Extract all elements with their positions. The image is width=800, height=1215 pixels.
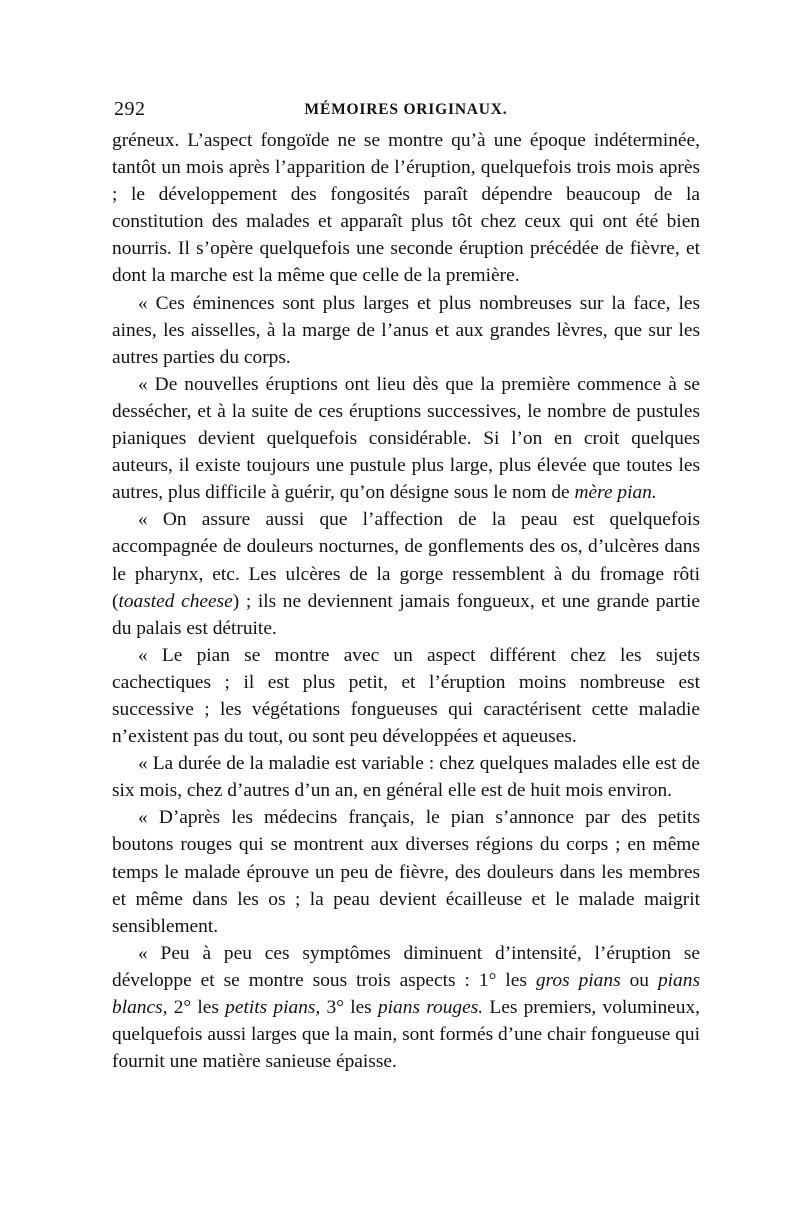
paragraph (112, 940, 700, 1075)
italic-text: gros pians (535, 969, 621, 991)
italic-text: petits pians, (225, 997, 321, 1018)
text-run: « Le pian se montre avec un aspect différent chez les sujets cachectiques ; il est plus petit, et l’éruption moins nombreuse est successive ; les végétations fongueuses qui caractérisent cette maladie n’existent pas du tout, ou sont peu développées et aqueuses. (112, 644, 700, 748)
italic-text: pians blancs, (112, 969, 700, 1018)
paragraph (112, 127, 700, 290)
text-run: ) ; ils ne deviennent jamais fongueux, et une grande partie du palais est détruite. (112, 590, 700, 639)
page-header (112, 92, 700, 126)
text-run: « Ces éminences sont plus larges et plus nombreuses sur la face, les aines, les aisselles, à la marge de l’anus et aux grandes lèvres, que sur les autres parties du corps. (112, 292, 700, 368)
italic-text: pians rouges. (377, 997, 484, 1018)
paragraph (112, 290, 700, 371)
text-run: « D’après les médecins français, le pian s’annonce par des petits boutons rouges qui se montrent aux diverses régions du corps ; en même temps le malade éprouve un peu de fièvre, des douleurs dans les membres et même dans les os ; la peau devient écailleuse et le malade maigrit sensiblement. (112, 807, 700, 937)
text-run: « De nouvelles éruptions ont lieu dès que la première commence à se dessécher, et à la suite de ces éruptions successives, le nombre de pustules pianiques devient quelquefois considérable. Si l’on en croit quelques auteurs, il existe toujours une pustule plus large, plus élevée que toutes les autres, plus difficile à guérir, qu’on désigne sous le nom de (112, 373, 700, 504)
running-title: MÉMOIRES ORIGINAUX. (304, 101, 508, 118)
paragraph (112, 642, 700, 750)
book-page (112, 92, 700, 1075)
body-text (112, 127, 700, 1075)
text-run: gréneux. L’aspect fongoïde ne se montre qu’à une époque indéterminée, tantôt un mois après l’apparition de l’éruption, quelquefois trois mois après ; le développement des fongosités paraît dépendre beaucoup de la constitution des malades et apparaît plus tôt chez ceux qui ont été bien nourris. Il s’opère quelquefois une seconde éruption précédée de fièvre, et dont la marche est la même que celle de la première. (112, 130, 700, 287)
text-run: 2° les (167, 997, 226, 1018)
text-run: 3° les (320, 997, 378, 1018)
text-run: « La durée de la maladie est variable : chez quelques malades elle est de six mois, chez d’autres d’un an, en général elle est de huit mois environ. (112, 753, 700, 802)
text-run: Les premiers, volumineux, quelquefois aussi larges que la main, sont formés d’une chair fongueuse qui fournit une matière sanieuse épaisse. (112, 997, 700, 1073)
text-run: « Peu à peu ces symptômes diminuent d’intensité, l’éruption se développe et se montre sous trois aspects : 1° les (112, 942, 700, 991)
italic-text: mère pian. (574, 482, 657, 504)
paragraph (112, 371, 700, 506)
text-run: ou (620, 969, 658, 991)
paragraph (112, 506, 700, 641)
page-number: 292 (114, 98, 146, 120)
text-run: « On assure aussi que l’affection de la peau est quelquefois accompagnée de douleurs nocturnes, de gonflements des os, d’ulcères dans le pharynx, etc. Les ulcères de la gorge ressemblent à du fromage rôti ( (112, 509, 700, 612)
paragraph (112, 804, 700, 939)
paragraph (112, 750, 700, 804)
italic-text: toasted cheese (118, 590, 233, 612)
